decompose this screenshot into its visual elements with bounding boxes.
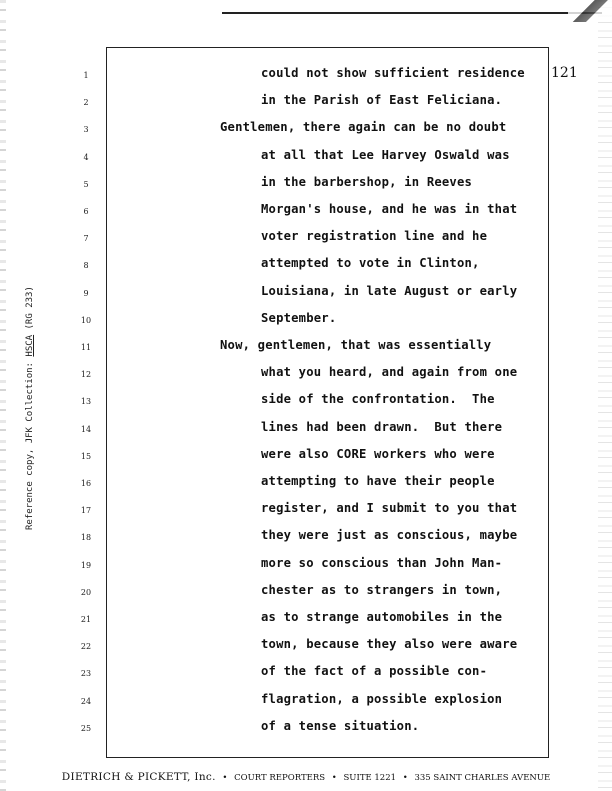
- transcript-line: Louisiana, in late August or early: [261, 283, 518, 298]
- line-number: 19: [80, 560, 92, 570]
- footer-firm: DIETRICH & PICKETT, Inc.: [61, 771, 216, 783]
- scan-left-edge: [0, 0, 6, 791]
- line-number: 8: [83, 261, 89, 271]
- transcript-line: chester as to strangers in town,: [261, 582, 503, 597]
- reference-collection: HSCA: [25, 334, 35, 357]
- scan-right-edge: [598, 0, 612, 791]
- line-number: 17: [80, 506, 92, 516]
- reference-record-group: (RG 233): [25, 286, 35, 330]
- line-number: 6: [83, 207, 89, 216]
- transcript-line: Gentlemen, there again can be no doubt: [220, 120, 507, 135]
- transcript-line: Now, gentlemen, that was essentially: [220, 338, 492, 352]
- transcript-line: attempted to vote in Clinton,: [261, 256, 480, 271]
- transcript-line: of a tense situation.: [261, 718, 420, 733]
- line-number: 15: [80, 451, 92, 461]
- line-number: 12: [80, 370, 92, 380]
- footer-address: 335 SAINT CHARLES AVENUE: [414, 773, 551, 783]
- transcript-line: were also CORE workers who were: [261, 446, 495, 461]
- line-number: 1: [83, 71, 89, 80]
- footer-suite: SUITE 1221: [343, 773, 397, 783]
- reference-copy-note: [25, 286, 35, 530]
- line-number: 10: [80, 315, 92, 325]
- top-rule: [222, 12, 602, 14]
- transcript-line: register, and I submit to you that: [261, 501, 518, 516]
- transcript-line: as to strange automobiles in the: [261, 610, 503, 624]
- footer-bullet: •: [222, 773, 228, 783]
- page-footer: [0, 771, 612, 783]
- line-number: 25: [80, 723, 92, 733]
- line-number: 24: [80, 696, 92, 706]
- page-number: 121: [551, 65, 578, 81]
- transcript-line: September.: [261, 310, 337, 325]
- footer-bullet: •: [331, 773, 337, 783]
- line-number: 11: [80, 343, 92, 352]
- line-number: 3: [83, 125, 89, 135]
- transcript-line: voter registration line and he: [261, 229, 488, 244]
- line-number: 4: [83, 152, 89, 162]
- line-number: 21: [80, 615, 92, 624]
- transcript-line: they were just as conscious, maybe: [261, 528, 518, 543]
- transcript-line: attempting to have their people: [261, 474, 495, 488]
- reference-prefix: Reference copy, JFK Collection:: [25, 362, 35, 530]
- line-number: 16: [80, 479, 92, 488]
- line-number: 13: [80, 397, 92, 407]
- line-number: 14: [80, 424, 92, 434]
- transcript-line: could not show sufficient residence: [261, 66, 525, 80]
- transcript-line: in the Parish of East Feliciana.: [261, 93, 503, 108]
- transcript-line: town, because they also were aware: [261, 637, 518, 652]
- transcript-line: lines had been drawn. But there: [261, 419, 503, 434]
- scan-corner-mark: [568, 0, 612, 22]
- transcript-line: what you heard, and again from one: [261, 365, 518, 380]
- transcript-line: side of the confrontation. The: [261, 392, 495, 407]
- transcript-line: more so conscious than John Man-: [261, 555, 503, 570]
- transcript-line: at all that Lee Harvey Oswald was: [261, 147, 510, 162]
- transcript-line: flagration, a possible explosion: [261, 691, 503, 706]
- line-number: 2: [83, 98, 89, 108]
- transcript-line: Morgan's house, and he was in that: [261, 202, 518, 216]
- line-number: 7: [83, 234, 89, 244]
- line-number: 23: [80, 669, 92, 679]
- line-number: 22: [80, 642, 92, 652]
- transcript-line: of the fact of a possible con-: [261, 664, 488, 679]
- line-number: 9: [83, 288, 89, 298]
- footer-bullet: •: [402, 773, 408, 783]
- transcript-line: in the barbershop, in Reeves: [261, 174, 473, 189]
- line-number: 20: [80, 587, 92, 597]
- line-number: 5: [83, 179, 89, 189]
- footer-service: COURT REPORTERS: [234, 773, 326, 783]
- line-number: 18: [80, 533, 92, 543]
